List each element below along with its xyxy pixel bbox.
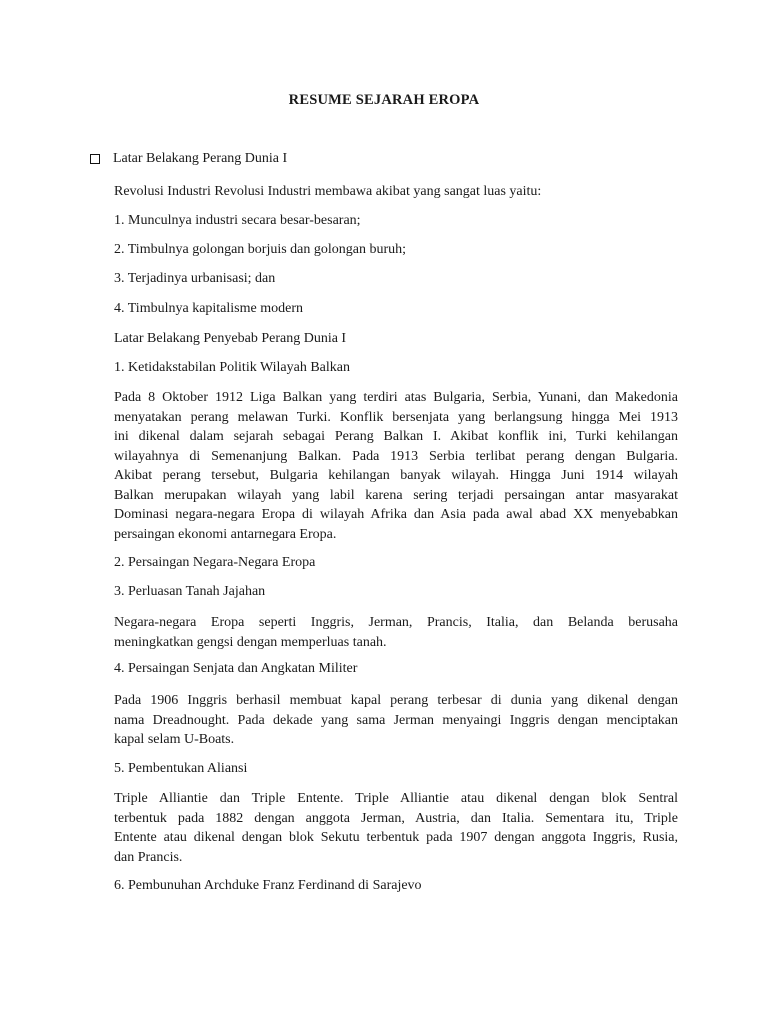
section-heading: Latar Belakang Perang Dunia I: [113, 151, 288, 166]
paragraph-line: Triple Alliantie dan Triple Entente. Triple Alliantie atau dikenal dengan blok Sentral: [114, 791, 678, 806]
paragraph-line: persaingan ekonomi antarnegara Eropa.: [114, 526, 337, 542]
paragraph-line: Negara-negara Eropa seperti Inggris, Jerman, Prancis, Italia, dan Belanda berusaha: [114, 615, 678, 630]
paragraph-line: kapal selam U-Boats.: [114, 732, 235, 747]
cause-heading: 5. Pembentukan Aliansi: [114, 761, 248, 776]
cause-heading: 3. Perluasan Tanah Jajahan: [114, 584, 266, 599]
paragraph-line: dan Prancis.: [114, 849, 183, 865]
paragraph-line: terbentuk pada 1882 dengan anggota Jerman, Austria, dan Italia. Sementara itu, Triple: [114, 810, 678, 826]
paragraph-line: Entente atau dikenal dengan blok Sekutu terbentuk pada 1907 dengan anggota Inggris, Rusia,: [114, 830, 678, 845]
effect-item: 4. Timbulnya kapitalisme modern: [114, 301, 303, 316]
cause-heading: 6. Pembunuhan Archduke Franz Ferdinand di Sarajevo: [114, 878, 422, 893]
paragraph-line: meningkatkan gengsi dengan memperluas tanah.: [114, 634, 387, 650]
intro-text: Revolusi Industri Revolusi Industri membawa akibat yang sangat luas yaitu:: [114, 184, 542, 199]
effect-item: 3. Terjadinya urbanisasi; dan: [114, 271, 276, 286]
effect-item: 2. Timbulnya golongan borjuis dan golongan buruh;: [114, 242, 407, 257]
cause4-paragraph: [114, 691, 678, 750]
cause5-paragraph: [114, 789, 678, 867]
paragraph-line: Pada 1906 Inggris berhasil membuat kapal perang terbesar di dunia yang dikenal dengan: [114, 693, 678, 708]
paragraph-line: ini dikenal dalam sejarah sebagai Perang Balkan I. Akibat konflik ini, Turki kehilangan: [114, 429, 678, 444]
cause-heading: 2. Persaingan Negara-Negara Eropa: [114, 555, 316, 570]
paragraph-line: Balkan merupakan wilayah yang labil karena sering terjadi persaingan antar masyarakat: [114, 487, 678, 503]
cause-heading: 4. Persaingan Senjata dan Angkatan Militer: [114, 661, 358, 676]
checkbox-bullet-icon: [90, 154, 100, 164]
paragraph-line: wilayahnya di Semenanjung Balkan. Pada 1913 Serbia terlibat perang dengan Bulgaria.: [114, 448, 678, 464]
cause3-paragraph: [114, 613, 678, 652]
paragraph-line: Dominasi negara-negara Eropa di wilayah Afrika dan Asia pada awal abad XX menyebabkan: [114, 507, 678, 522]
cause1-paragraph: [114, 388, 678, 544]
paragraph-line: menyatakan perang melawan Turki. Konflik bersenjata yang berlangsung hingga Mei 1913: [114, 409, 678, 425]
effect-item: 1. Munculnya industri secara besar-besaran;: [114, 213, 361, 228]
paragraph-line: nama Dreadnought. Pada dekade yang sama Jerman menyaingi Inggris dengan menciptakan: [114, 712, 678, 728]
section-bullet: [90, 151, 287, 167]
cause-heading: 1. Ketidakstabilan Politik Wilayah Balkan: [114, 360, 350, 375]
causes-heading: Latar Belakang Penyebab Perang Dunia I: [114, 331, 347, 346]
document-title: RESUME SEJARAH EROPA: [288, 92, 480, 108]
paragraph-line: Pada 8 Oktober 1912 Liga Balkan yang terdiri atas Bulgaria, Serbia, Yunani, dan Makedonia: [114, 390, 678, 405]
paragraph-line: Akibat perang tersebut, Bulgaria kehilangan banyak wilayah. Hingga Juni 1914 wilayah: [114, 468, 678, 483]
